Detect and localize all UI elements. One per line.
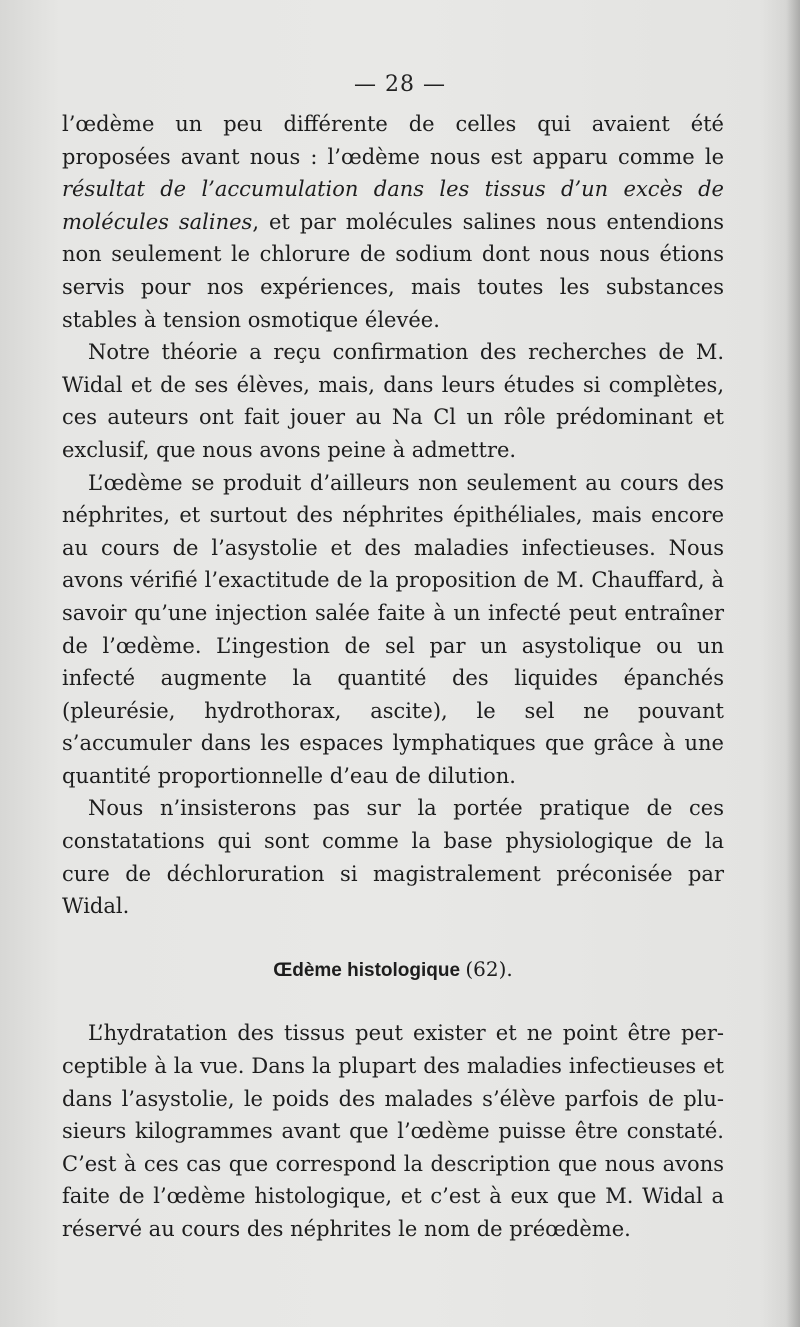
page-number: — 28 —	[354, 72, 446, 97]
paragraph-2: Notre théorie a reçu confirmation des recherches de M. Widal et de ses élèves, mais, dans leurs études si complètes, ces auteurs ont fait jouer au Na Cl un rôle prédominant et exclusif, que nous avons peine à admettre.	[62, 340, 724, 462]
paragraph-3: L’œdème se produit d’ailleurs non seulement au cours des néphrites, et surtout des néphrites épithéliales, mais encore au cours de l’asystolie et des maladies infectieuses. Nous avons vérifié l’exactitude de la proposition de M. Chauffard, à savoir qu’une injection salée faite à un infecté peut entraîner de l’œdème. L’ingestion de sel par un asystolique ou un infecté augmente la quantité des liquides épanchés (pleurésie, hydrothorax, ascite), le sel ne pouvant s’accumuler dans les espaces lymphatiques que grâce à une quantité proportionnelle d’eau de dilution.	[62, 470, 724, 788]
body-text	[62, 108, 724, 1246]
paragraph-1-text-end: , et par molécules salines nous entendions non seulement le chlorure de sodium dont nous nous étions servis pour nos expériences, mais toutes les substances stables à tension osmotique élevée.	[62, 209, 724, 332]
paragraph-5: L’hydratation des tissus peut exister et ne point être perceptible à la vue. Dans la plupart des maladies infectieuses et dans l’asystolie, le poids des malades s’élève parfois de plusieurs kilogrammes avant que l’œdème puisse être constaté. C’est à ces cas que correspond la description que nous avons faite de l’œdème histologique, et c’est à eux que M. Widal a réservé au cours des néphrites le nom de préœdème.	[62, 1021, 724, 1241]
section-heading-reference: (62).	[465, 956, 513, 981]
paragraph-4: Nous n’insisterons pas sur la portée pratique de ces constatations qui sont comme la base physiologique de la cure de déchloruration si magistralement préconisée par Widal.	[62, 796, 724, 919]
section-heading	[62, 953, 724, 988]
paragraph-1-italic: résultat de l’accumulation dans les tissus d’un excès de molécules salines	[62, 177, 724, 234]
section-heading-title: Œdème histologique	[273, 959, 461, 981]
page-edge-shadow	[786, 0, 800, 1327]
paragraph-1-text: l’œdème un peu différente de celles qui avaient été proposées avant nous : l’œdème nous est apparu comme le	[62, 112, 724, 169]
paragraph-1	[62, 108, 724, 336]
